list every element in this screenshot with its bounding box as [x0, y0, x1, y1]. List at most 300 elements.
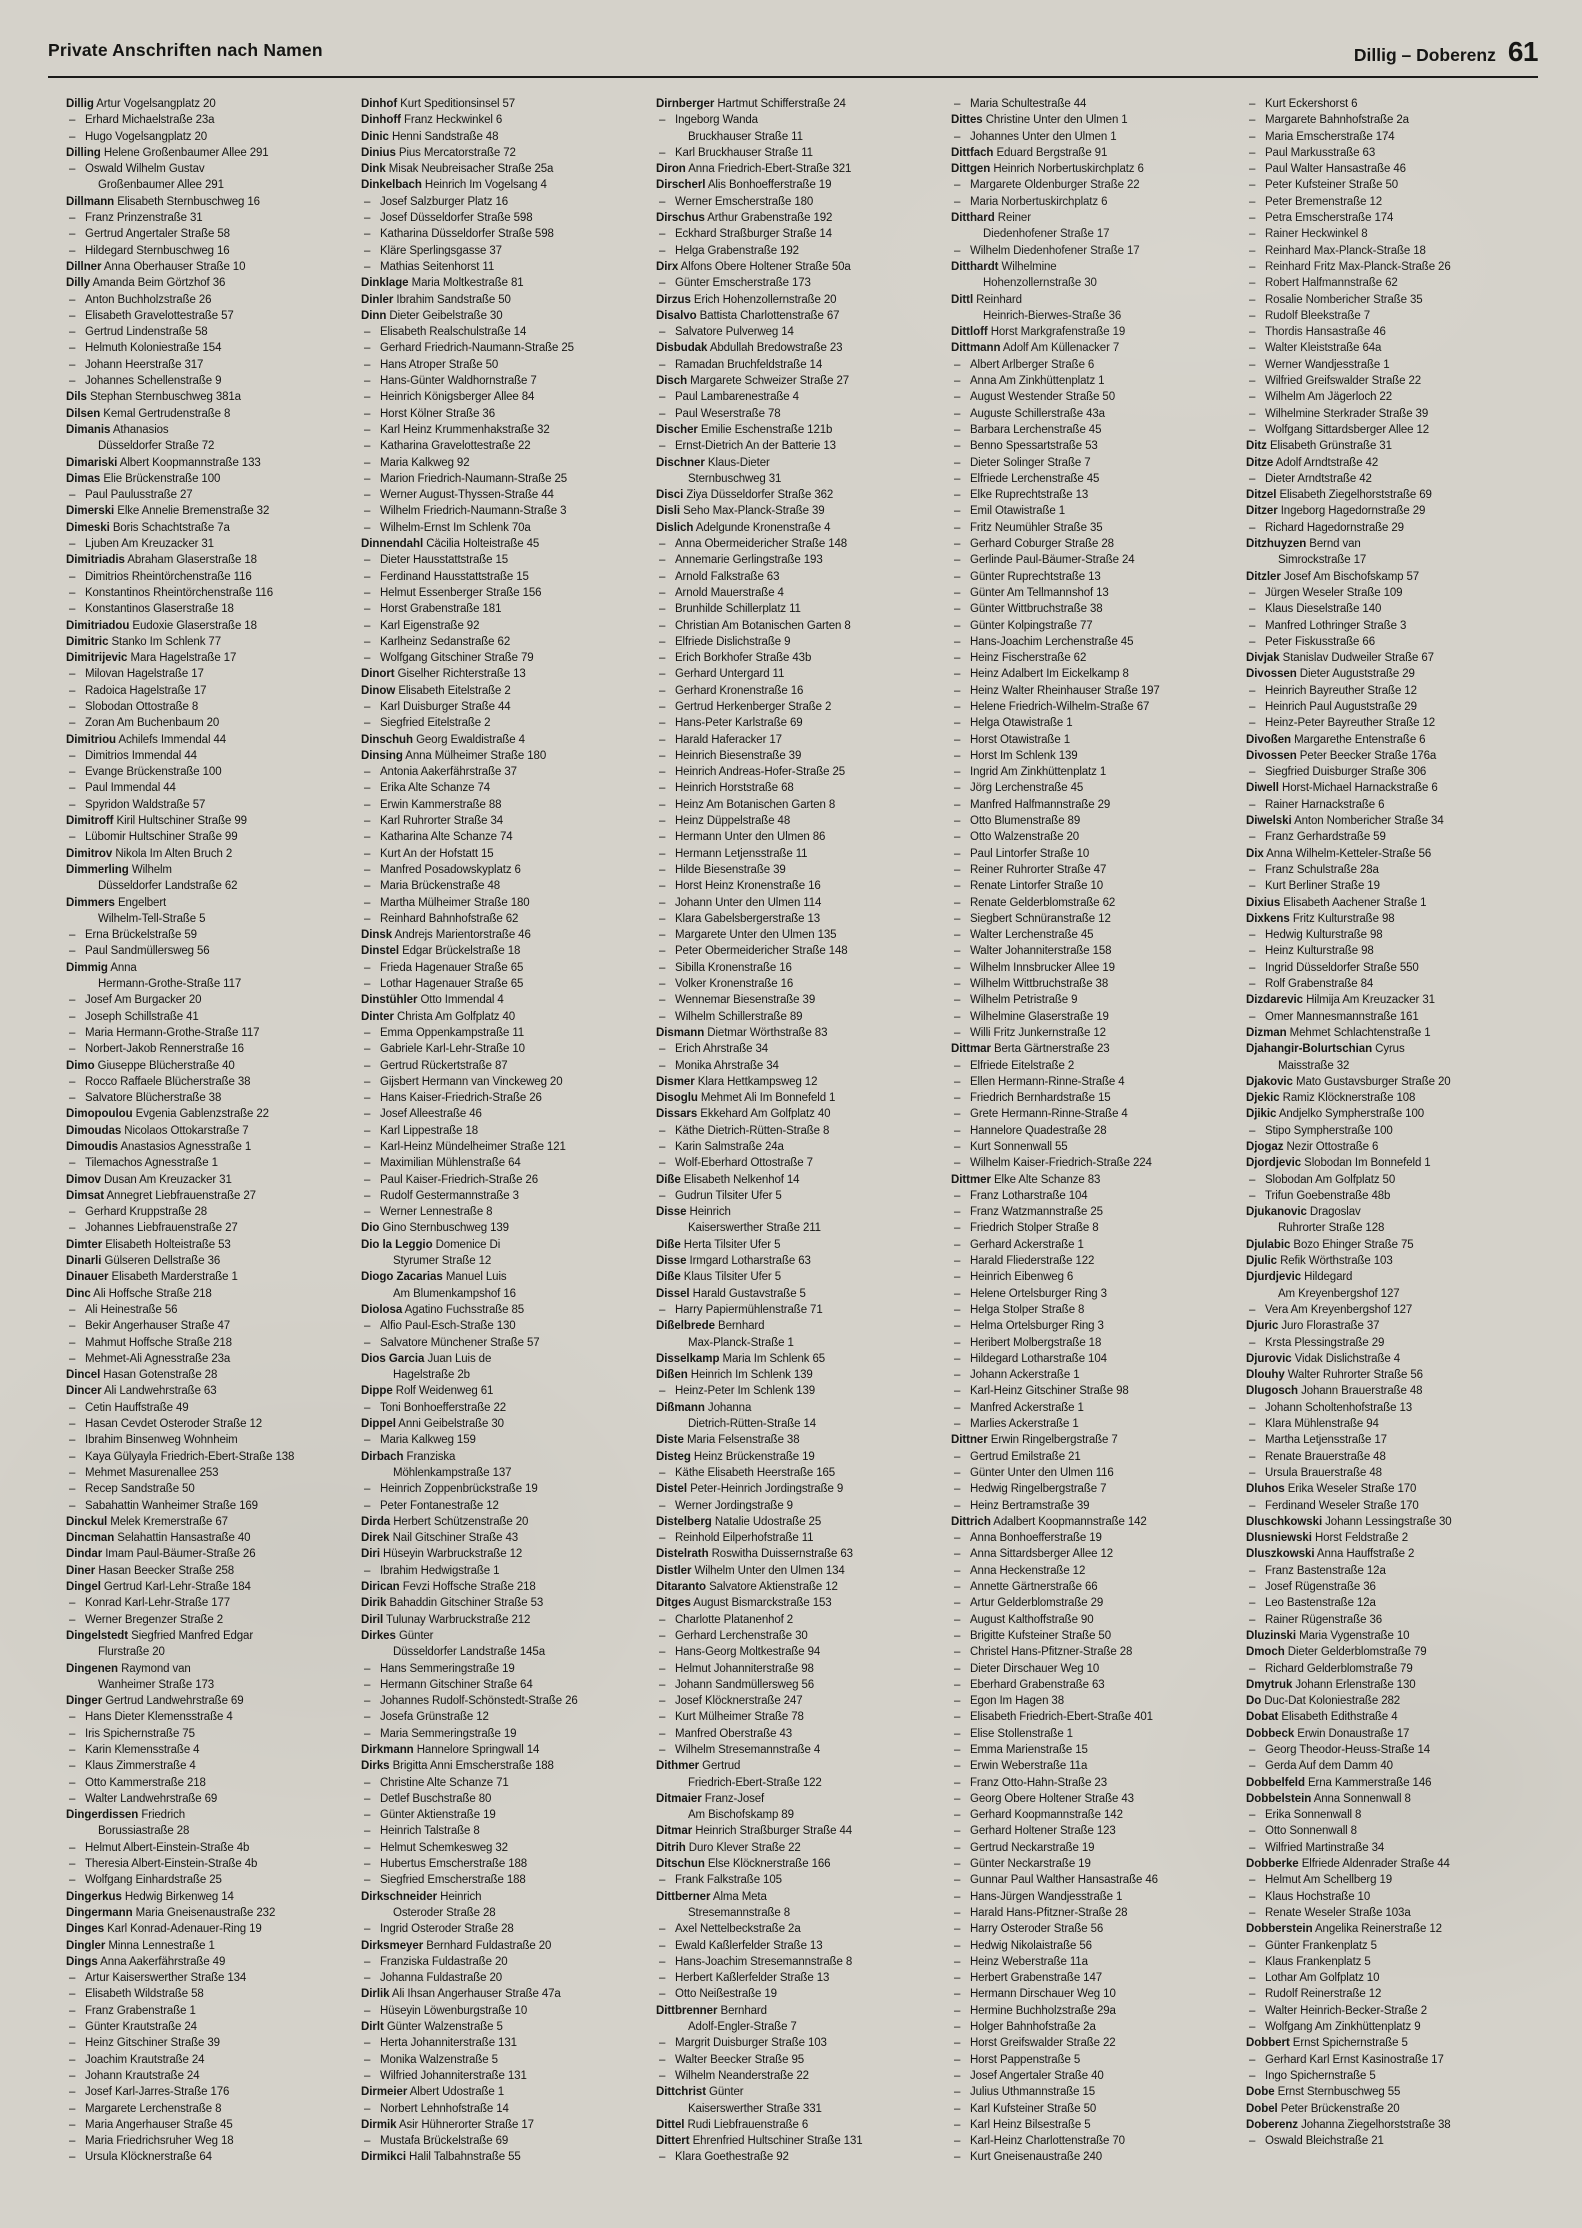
entry-continuation: Wilhelm-Tell-Straße 5 — [98, 912, 206, 925]
entry-sub: – Käthe Elisabeth Heerstraße 165 — [638, 1465, 919, 1481]
surname: Djogaz — [1246, 1141, 1284, 1153]
entry-head: Dimerski Elke Annelie Bremenstraße 32 — [66, 505, 270, 518]
entry-head: Djurdjevic Hildegard — [1246, 1271, 1353, 1284]
surname: Dimitriadis — [66, 554, 125, 567]
entry-sub: – Heinz Walter Rheinhauser Straße 197 — [933, 683, 1214, 699]
entry-sub: – Maria Hermann-Grothe-Straße 117 — [48, 1025, 329, 1041]
surname: Dirkes — [361, 1629, 396, 1642]
entry-sub: – Johanna Fuldastraße 20 — [343, 1970, 624, 1986]
surname: Disbudak — [656, 342, 708, 355]
entry-head: Dinstühler Otto Immendal 4 — [361, 994, 504, 1007]
entry-head: Dittl Reinhard — [951, 293, 1022, 306]
entry-sub: – Johann Heerstraße 317 — [48, 357, 329, 373]
entry-sub: – Emma Marienstraße 15 — [933, 1742, 1214, 1758]
entry-head: Disse Heinrich — [656, 1206, 731, 1219]
entry-continuation: Dietrich-Rütten-Straße 14 — [688, 1418, 817, 1431]
surname: Diwelski — [1246, 815, 1292, 828]
entry-head: Dirkmann Hannelore Springwall 14 — [361, 1743, 540, 1756]
entry-sub: – Siegfried Emscherstraße 188 — [343, 1872, 624, 1888]
entry-continuation: Borussiastraße 28 — [98, 1825, 190, 1838]
surname: Djurdjevic — [1246, 1271, 1302, 1284]
entry-head: Dinhoff Franz Heckwinkel 6 — [361, 114, 503, 127]
entry-sub: – Karin Klemensstraße 4 — [48, 1742, 329, 1758]
entry-sub: – Mehmet-Ali Agnesstraße 23a — [48, 1351, 329, 1367]
entry-head: Ditze Adolf Arndtstraße 42 — [1246, 456, 1379, 469]
entry-sub: – Wilhelm Neanderstraße 22 — [638, 2068, 919, 2084]
surname: Dismer — [656, 1075, 695, 1088]
entry-head: Dingerkus Hedwig Birkenweg 14 — [66, 1890, 234, 1903]
entry-head: Dilly Amanda Beim Görtzhof 36 — [66, 277, 226, 290]
surname: Dimoudis — [66, 1141, 118, 1153]
surname: Dinnendahl — [361, 538, 424, 551]
surname: Dinstühler — [361, 994, 418, 1007]
entry-sub: – Heinz-Peter Im Schlenk 139 — [638, 1383, 919, 1399]
entry-head: Dluschkowski Johann Lessingstraße 30 — [1246, 1515, 1452, 1528]
entry-sub: – Elke Ruprechtstraße 13 — [933, 487, 1214, 503]
entry-sub: – Josef Klöcknerstraße 247 — [638, 1693, 919, 1709]
entry-head: Dissars Ekkehard Am Golfplatz 40 — [656, 1108, 831, 1121]
entry-sub: – Artur Kaiserswerther Straße 134 — [48, 1970, 329, 1986]
entry-head: Djogaz Nezir Ottostraße 6 — [1246, 1141, 1379, 1153]
entry-sub: – Oswald Wilhelm Gustav — [48, 161, 329, 177]
surname: Dissel — [656, 1287, 690, 1300]
entry-sub: – Helmut Johanniterstraße 98 — [638, 1661, 919, 1677]
surname: Djulabic — [1246, 1238, 1291, 1251]
entry-head: Dluszkowski Anna Hauffstraße 2 — [1246, 1548, 1415, 1561]
entry-sub: – Gertrud Neckarstraße 19 — [933, 1840, 1214, 1856]
entry-sub: – Grete Hermann-Rinne-Straße 4 — [933, 1106, 1214, 1122]
entry-head: Dissel Harald Gustavstraße 5 — [656, 1287, 806, 1300]
entry-head: Dinler Ibrahim Sandstraße 50 — [361, 293, 511, 306]
entry-sub: – Paul Sandmüllersweg 56 — [48, 943, 329, 959]
entry-continuation: Ruhrorter Straße 128 — [1278, 1222, 1385, 1235]
entry-sub: – Monika Walzenstraße 5 — [343, 2052, 624, 2068]
surname: Dißmann — [656, 1401, 705, 1414]
entry-continuation: Simrockstraße 17 — [1278, 554, 1367, 567]
entry-head: Djukanovic Dragoslav — [1246, 1206, 1361, 1219]
entry-sub: – Volker Kronenstraße 16 — [638, 976, 919, 992]
surname: Dixius — [1246, 896, 1281, 909]
entry-head: Dimmig Anna — [66, 961, 137, 974]
entry-head: Dinter Christa Am Golfplatz 40 — [361, 1010, 516, 1023]
entry-continuation: Maisstraße 32 — [1278, 1059, 1350, 1072]
entry-sub: – Walter Johanniterstraße 158 — [933, 943, 1214, 959]
entry-sub: – Rainer Heckwinkel 8 — [1228, 226, 1509, 242]
entry-sub: – Horst Kölner Straße 36 — [343, 406, 624, 422]
entry-head: Dimariski Albert Koopmannstraße 133 — [66, 456, 261, 469]
surname: Dinsing — [361, 749, 403, 762]
entry-continuation: Hagelstraße 2b — [393, 1369, 470, 1382]
entry-sub: – Konstantinos Glaserstraße 18 — [48, 601, 329, 617]
surname: Dirx — [656, 260, 679, 273]
entry-head: Dix Anna Wilhelm-Ketteler-Straße 56 — [1246, 847, 1432, 860]
entry-sub: – Kurt Sonnenwall 55 — [933, 1139, 1214, 1155]
entry-sub: – Gerhard Karl Ernst Kasinostraße 17 — [1228, 2052, 1509, 2068]
entry-sub: – Maria Kalkweg 159 — [343, 1432, 624, 1448]
surname: Dluhos — [1246, 1483, 1285, 1496]
surname: Dirican — [361, 1581, 400, 1594]
entry-head: Diogo Zacarias Manuel Luis — [361, 1271, 507, 1284]
entry-head: Dimter Elisabeth Holteistraße 53 — [66, 1238, 231, 1251]
entry-head: Disch Margarete Schweizer Straße 27 — [656, 375, 850, 388]
entry-continuation: Großenbaumer Allee 291 — [98, 179, 224, 192]
entry-sub: – Katharina Düsseldorfer Straße 598 — [343, 226, 624, 242]
entry-sub: – Renate Lintorfer Straße 10 — [933, 878, 1214, 894]
page-number: 61 — [1507, 36, 1538, 67]
entry-sub: – Margarete Oldenburger Straße 22 — [933, 177, 1214, 193]
entry-head: Diri Hüseyin Warbruckstraße 12 — [361, 1548, 523, 1561]
surname: Dimmig — [66, 961, 108, 974]
entry-head: Ditmaier Franz-Josef — [656, 1792, 765, 1805]
entry-sub: – Heinz Weberstraße 11a — [933, 1954, 1214, 1970]
surname: Dobe — [1246, 2086, 1275, 2099]
surname: Disse — [656, 1206, 687, 1219]
entry-head: Dismann Dietmar Wörthstraße 83 — [656, 1026, 828, 1039]
surname: Dirda — [361, 1515, 391, 1528]
entry-sub: – Franz Gerhardstraße 59 — [1228, 829, 1509, 845]
entry-sub: – Joseph Schillstraße 41 — [48, 1009, 329, 1025]
surname: Dithmer — [656, 1760, 700, 1773]
entry-head: Dinschuh Georg Ewaldistraße 4 — [361, 733, 525, 746]
entry-head: Dio la Leggio Domenice Di — [361, 1238, 501, 1251]
surname: Ditschun — [656, 1858, 705, 1871]
entry-sub: – Erika Alte Schanze 74 — [343, 780, 624, 796]
surname: Dislich — [656, 521, 694, 534]
entry-sub: – Paul Lambarenestraße 4 — [638, 389, 919, 405]
entry-head: Dixkens Fritz Kulturstraße 98 — [1246, 912, 1395, 925]
surname: Dindar — [66, 1548, 103, 1561]
entry-head: Dobbelstein Anna Sonnenwall 8 — [1246, 1792, 1411, 1805]
surname: Dittrich — [951, 1515, 991, 1528]
entry-sub: – Dieter Dirschauer Weg 10 — [933, 1661, 1214, 1677]
entry-sub: – Klara Gabelsbergerstraße 13 — [638, 911, 919, 927]
entry-sub: – Martha Mülheimer Straße 180 — [343, 895, 624, 911]
entry-sub: – Jörg Lerchenstraße 45 — [933, 780, 1214, 796]
entry-sub: – Evange Brückenstraße 100 — [48, 764, 329, 780]
entry-head: Dimitric Stanko Im Schlenk 77 — [66, 635, 221, 648]
entry-sub: – Barbara Lerchenstraße 45 — [933, 422, 1214, 438]
surname: Dirzus — [656, 293, 691, 306]
entry-head: Diron Anna Friedrich-Ebert-Straße 321 — [656, 163, 852, 176]
entry-head: Dimitriou Achilefs Immendal 44 — [66, 733, 227, 746]
directory-column-2 — [343, 96, 624, 2166]
entry-head: Dinauer Elisabeth Marderstraße 1 — [66, 1271, 238, 1284]
entry-sub: – Erna Brückelstraße 59 — [48, 927, 329, 943]
surname: Ditmar — [656, 1825, 693, 1838]
entry-sub: – Karl Bruckhauser Straße 11 — [638, 145, 919, 161]
entry-sub: – Zoran Am Buchenbaum 20 — [48, 715, 329, 731]
surname: Dimitric — [66, 635, 109, 648]
surname: Dizman — [1246, 1026, 1287, 1039]
entry-sub: – Hans Kaiser-Friedrich-Straße 26 — [343, 1090, 624, 1106]
entry-head: Distel Peter-Heinrich Jordingstraße 9 — [656, 1483, 844, 1496]
entry-sub: – Käthe Dietrich-Rütten-Straße 8 — [638, 1123, 919, 1139]
entry-sub: – Hildegard Sternbuschweg 16 — [48, 243, 329, 259]
entry-sub: – Elise Stollenstraße 1 — [933, 1726, 1214, 1742]
entry-continuation: Düsseldorfer Landstraße 145a — [393, 1646, 545, 1659]
entry-sub: – Günter Am Tellmannshof 13 — [933, 585, 1214, 601]
entry-sub: – Paul Lintorfer Straße 10 — [933, 846, 1214, 862]
entry-head: Dixius Elisabeth Aachener Straße 1 — [1246, 896, 1427, 909]
entry-head: Dinn Dieter Geibelstraße 30 — [361, 309, 503, 322]
entry-sub: – Wilhelm Kaiser-Friedrich-Straße 224 — [933, 1155, 1214, 1171]
entry-sub: – Friedrich Stolper Straße 8 — [933, 1220, 1214, 1236]
entry-sub: – Walter Lerchenstraße 45 — [933, 927, 1214, 943]
surname: Dimanis — [66, 423, 111, 436]
entry-sub: – Petra Emscherstraße 174 — [1228, 210, 1509, 226]
entry-sub: – Ljuben Am Kreuzacker 31 — [48, 536, 329, 552]
surname: Dinsk — [361, 929, 393, 942]
surname: Dobbelfeld — [1246, 1776, 1305, 1789]
entry-sub: – Elisabeth Gravelottestraße 57 — [48, 308, 329, 324]
entry-sub: – Heinrich Paul Auguststraße 29 — [1228, 699, 1509, 715]
entry-head: Dobbert Ernst Spichernstraße 5 — [1246, 2037, 1408, 2050]
entry-sub: – Kurt An der Hofstatt 15 — [343, 846, 624, 862]
surname: Dobbelstein — [1246, 1792, 1312, 1805]
entry-sub: – Werner Bregenzer Straße 2 — [48, 1612, 329, 1628]
entry-sub: – Margrit Duisburger Straße 103 — [638, 2035, 919, 2051]
surname: Dimitrijevic — [66, 652, 128, 665]
entry-sub: – Annette Gärtnerstraße 66 — [933, 1579, 1214, 1595]
entry-sub: – Stipo Sympherstraße 100 — [1228, 1123, 1509, 1139]
entry-head: Diste Maria Felsenstraße 38 — [656, 1434, 800, 1447]
entry-sub: – Otto Kammerstraße 218 — [48, 1775, 329, 1791]
entry-sub: – Peter Kufsteiner Straße 50 — [1228, 177, 1509, 193]
entry-head: Dingler Minna Lennestraße 1 — [66, 1939, 215, 1952]
surname: Dilsen — [66, 407, 101, 420]
entry-sub: – Helga Grabenstraße 192 — [638, 243, 919, 259]
surname: Ditzler — [1246, 570, 1281, 583]
surname: Dittchrist — [656, 2086, 706, 2099]
entry-sub: – Maria Schultestraße 44 — [933, 96, 1214, 112]
entry-sub: – Helmut Am Schellberg 19 — [1228, 1872, 1509, 1888]
entry-head: Dinnendahl Cäcilia Holteistraße 45 — [361, 538, 540, 551]
entry-sub: – Johannes Liebfrauenstraße 27 — [48, 1220, 329, 1236]
entry-sub: – Karl Ruhrorter Straße 34 — [343, 813, 624, 829]
entry-sub: – Gerhard Kruppstraße 28 — [48, 1204, 329, 1220]
entry-sub: – Heinrich Biesenstraße 39 — [638, 748, 919, 764]
entry-head: Dimmers Engelbert — [66, 896, 167, 909]
entry-sub: – Katharina Alte Schanze 74 — [343, 829, 624, 845]
entry-head: Ditzler Josef Am Bischofskamp 57 — [1246, 570, 1420, 583]
entry-sub: – Dieter Arndtstraße 42 — [1228, 471, 1509, 487]
entry-sub: – Reinhard Bahnhofstraße 62 — [343, 911, 624, 927]
entry-sub: – Omer Mannesmannstraße 161 — [1228, 1009, 1509, 1025]
entry-head: Diolosa Agatino Fuchsstraße 85 — [361, 1303, 525, 1316]
entry-sub: – Elfriede Lerchenstraße 45 — [933, 471, 1214, 487]
entry-sub: – Karl Lippestraße 18 — [343, 1123, 624, 1139]
entry-sub: – Dieter Solinger Straße 7 — [933, 455, 1214, 471]
surname: Dimmers — [66, 896, 115, 909]
entry-sub: – Artur Gelderblomstraße 29 — [933, 1595, 1214, 1611]
entry-sub: – Maria Norbertuskirchplatz 6 — [933, 194, 1214, 210]
entry-head: Dimeski Boris Schachtstraße 7a — [66, 521, 230, 534]
entry-head: Dilsen Kemal Gertrudenstraße 8 — [66, 407, 231, 420]
surname: Ditzhuyzen — [1246, 538, 1307, 551]
entry-sub: – Johannes Unter den Ulmen 1 — [933, 129, 1214, 145]
entry-sub: – Hermann Dirschauer Weg 10 — [933, 1986, 1214, 2002]
entry-sub: – Helmuth Koloniestraße 154 — [48, 340, 329, 356]
entry-sub: – Heinrich Horststraße 68 — [638, 780, 919, 796]
surname: Djordjevic — [1246, 1157, 1302, 1170]
surname: Dittberner — [656, 1890, 711, 1903]
entry-head: Dimitriadou Eudoxie Glaserstraße 18 — [66, 619, 257, 632]
surname: Dinschuh — [361, 733, 413, 746]
entry-head: Dittner Erwin Ringelbergstraße 7 — [951, 1434, 1118, 1447]
surname: Dillig — [66, 98, 94, 110]
surname: Dimitrov — [66, 847, 113, 860]
entry-sub: – Wilhelmine Glaserstraße 19 — [933, 1009, 1214, 1025]
surname: Diri — [361, 1548, 380, 1561]
entry-sub: – Harald Fliederstraße 122 — [933, 1253, 1214, 1269]
surname: Dittbrenner — [656, 2004, 718, 2017]
entry-head: Dindar Imam Paul-Bäumer-Straße 26 — [66, 1548, 256, 1561]
entry-sub: – Heribert Molbergstraße 18 — [933, 1335, 1214, 1351]
entry-continuation: Sternbuschweg 31 — [688, 472, 782, 485]
entry-head: Dobberke Elfriede Aldenrader Straße 44 — [1246, 1858, 1450, 1871]
entry-sub: – Gertrud Herkenberger Straße 2 — [638, 699, 919, 715]
surname: Dimas — [66, 472, 101, 485]
entry-head: Dirkes Günter — [361, 1629, 434, 1642]
entry-head: Ditz Elisabeth Grünstraße 31 — [1246, 440, 1392, 453]
surname: Dinstel — [361, 945, 399, 958]
entry-head: Dittbrenner Bernhard — [656, 2004, 767, 2017]
directory-column-1 — [48, 96, 329, 2166]
surname: Ditaranto — [656, 1581, 707, 1594]
surname: Diße — [656, 1173, 681, 1186]
entry-head: Dithmer Gertrud — [656, 1760, 741, 1773]
surname: Dincman — [66, 1532, 115, 1545]
entry-head: Divoßen Margarethe Entenstraße 6 — [1246, 733, 1426, 746]
entry-sub: – Antonia Aakerfährstraße 37 — [343, 764, 624, 780]
surname: Dilling — [66, 146, 101, 159]
entry-sub: – Margarete Unter den Ulmen 135 — [638, 927, 919, 943]
entry-sub: – Ingrid Osteroder Straße 28 — [343, 1921, 624, 1937]
surname: Dirkmann — [361, 1743, 414, 1756]
entry-sub: – Wolfgang Einhardstraße 25 — [48, 1872, 329, 1888]
entry-sub: – Helene Friedrich-Wilhelm-Straße 67 — [933, 699, 1214, 715]
entry-sub: – Ramadan Bruchfeldstraße 14 — [638, 357, 919, 373]
entry-sub: – Klara Mühlenstraße 94 — [1228, 1416, 1509, 1432]
entry-head: Dittberner Alma Meta — [656, 1890, 767, 1903]
entry-continuation: Kaiserswerther Straße 331 — [688, 2102, 822, 2115]
surname: Ditrih — [656, 1841, 686, 1854]
entry-head: Diwelski Anton Nombericher Straße 34 — [1246, 815, 1444, 828]
entry-head: Dirnberger Hartmut Schifferstraße 24 — [656, 98, 846, 110]
entry-sub: – Hubertus Emscherstraße 188 — [343, 1856, 624, 1872]
entry-head: Dobe Ernst Sternbuschweg 55 — [1246, 2086, 1401, 2099]
entry-head: Dinius Pius Mercatorstraße 72 — [361, 146, 516, 159]
surname: Dippel — [361, 1418, 396, 1431]
header-title: Private Anschriften nach Namen — [48, 40, 323, 60]
entry-sub: – Konstantinos Rheintörchenstraße 116 — [48, 585, 329, 601]
entry-head: Ditzer Ingeborg Hagedornstraße 29 — [1246, 505, 1426, 518]
entry-sub: – Heinz Düppelstraße 48 — [638, 813, 919, 829]
entry-head: Diße Herta Tilsiter Ufer 5 — [656, 1238, 781, 1251]
entry-head: Djakovic Mato Gustavsburger Straße 20 — [1246, 1075, 1451, 1088]
surname: Dimopoulou — [66, 1108, 133, 1121]
entry-head: Dinhof Kurt Speditionsinsel 57 — [361, 98, 516, 110]
entry-sub: – Paul Walter Hansastraße 46 — [1228, 161, 1509, 177]
entry-sub: – Ursula Brauerstraße 48 — [1228, 1465, 1509, 1481]
entry-head: Dirzus Erich Hohenzollernstraße 20 — [656, 293, 837, 306]
entry-sub: – Wilhelm Friedrich-Naumann-Straße 3 — [343, 503, 624, 519]
entry-head: Dirik Bahaddin Gitschiner Straße 53 — [361, 1597, 544, 1610]
surname: Dingermann — [66, 1906, 133, 1919]
entry-head: Dinges Karl Konrad-Adenauer-Ring 19 — [66, 1923, 262, 1936]
entry-head: Dink Misak Neubreisacher Straße 25a — [361, 163, 554, 176]
entry-head: Djulic Refik Wörthstraße 103 — [1246, 1255, 1393, 1268]
entry-sub: – Marlies Ackerstraße 1 — [933, 1416, 1214, 1432]
entry-sub: – Peter Bremenstraße 12 — [1228, 194, 1509, 210]
entry-sub: – Werner August-Thyssen-Straße 44 — [343, 487, 624, 503]
entry-sub: – Wilhelm Schillerstraße 89 — [638, 1009, 919, 1025]
surname: Dimeski — [66, 521, 110, 534]
entry-head: Djuric Juro Florastraße 37 — [1246, 1320, 1380, 1333]
entry-sub: – Franz Watzmannstraße 25 — [933, 1204, 1214, 1220]
entry-sub: – Heinz Kulturstraße 98 — [1228, 943, 1509, 959]
entry-head: Dobbeck Erwin Donaustraße 17 — [1246, 1727, 1410, 1740]
entry-sub: – Hermann Unter den Ulmen 86 — [638, 829, 919, 845]
surname: Dirksmeyer — [361, 1939, 424, 1952]
entry-sub: – Anna Obermeidericher Straße 148 — [638, 536, 919, 552]
surname: Dimter — [66, 1238, 103, 1251]
entry-sub: – Manfred Posadowskyplatz 6 — [343, 862, 624, 878]
surname: Dirik — [361, 1597, 387, 1610]
surname: Djulic — [1246, 1255, 1278, 1268]
entry-sub: – Helmut Schemkesweg 32 — [343, 1840, 624, 1856]
entry-sub: – Wilhelm Stresemannstraße 4 — [638, 1742, 919, 1758]
entry-sub: – Hans-Georg Moltkestraße 94 — [638, 1644, 919, 1660]
entry-sub: – Wilhelm Diedenhofener Straße 17 — [933, 243, 1214, 259]
entry-sub: – Charlotte Platanenhof 2 — [638, 1612, 919, 1628]
entry-head: Ditzel Elisabeth Ziegelhorststraße 69 — [1246, 489, 1432, 502]
entry-sub: – Ibrahim Binsenweg Wohnheim — [48, 1432, 329, 1448]
entry-sub: – Ingo Spichernstraße 5 — [1228, 2068, 1509, 2084]
entry-sub: – Mustafa Brückelstraße 69 — [343, 2133, 624, 2149]
entry-sub: – Reiner Ruhrorter Straße 47 — [933, 862, 1214, 878]
entry-sub: – Ingrid Am Zinkhüttenplatz 1 — [933, 764, 1214, 780]
entry-sub: – Josef Angertaler Straße 40 — [933, 2068, 1214, 2084]
entry-head: Disalvo Battista Charlottenstraße 67 — [656, 309, 840, 322]
entry-sub: – Josef Düsseldorfer Straße 598 — [343, 210, 624, 226]
entry-head: Divossen Peter Beecker Straße 176a — [1246, 749, 1437, 762]
entry-head: Dißelbrede Bernhard — [656, 1320, 765, 1333]
entry-sub: – Monika Ahrstraße 34 — [638, 1058, 919, 1074]
entry-sub: – Katharina Gravelottestraße 22 — [343, 438, 624, 454]
entry-head: Dimanis Athanasios — [66, 423, 169, 436]
entry-sub: – Wilfried Greifswalder Straße 22 — [1228, 373, 1509, 389]
entry-sub: – Arnold Mauerstraße 4 — [638, 585, 919, 601]
surname: Dirmik — [361, 2118, 397, 2131]
entry-sub: – Julius Uthmannstraße 15 — [933, 2084, 1214, 2100]
surname: Dils — [66, 391, 87, 404]
entry-sub: – Emma Oppenkampstraße 11 — [343, 1025, 624, 1041]
entry-head: Ditzhuyzen Bernd van — [1246, 538, 1361, 551]
entry-sub: – Hildegard Lotharstraße 104 — [933, 1351, 1214, 1367]
entry-sub: – Heinrich Eibenweg 6 — [933, 1269, 1214, 1285]
entry-head: Dittmar Berta Gärtnerstraße 23 — [951, 1043, 1110, 1056]
entry-head: Dirda Herbert Schützenstraße 20 — [361, 1515, 529, 1528]
surname: Dobberstein — [1246, 1923, 1313, 1936]
entry-sub: – Gerlinde Paul-Bäumer-Straße 24 — [933, 552, 1214, 568]
entry-head: Disoglu Mehmet Ali Im Bonnefeld 1 — [656, 1092, 836, 1105]
entry-head: Ditrih Duro Klever Straße 22 — [656, 1841, 801, 1854]
entry-head: Dobel Peter Brückenstraße 20 — [1246, 2102, 1400, 2115]
entry-sub: – Mahmut Hoffsche Straße 218 — [48, 1335, 329, 1351]
entry-sub: – Dimitrios Rheintörchenstraße 116 — [48, 569, 329, 585]
entry-sub: – Rosalie Nombericher Straße 35 — [1228, 292, 1509, 308]
